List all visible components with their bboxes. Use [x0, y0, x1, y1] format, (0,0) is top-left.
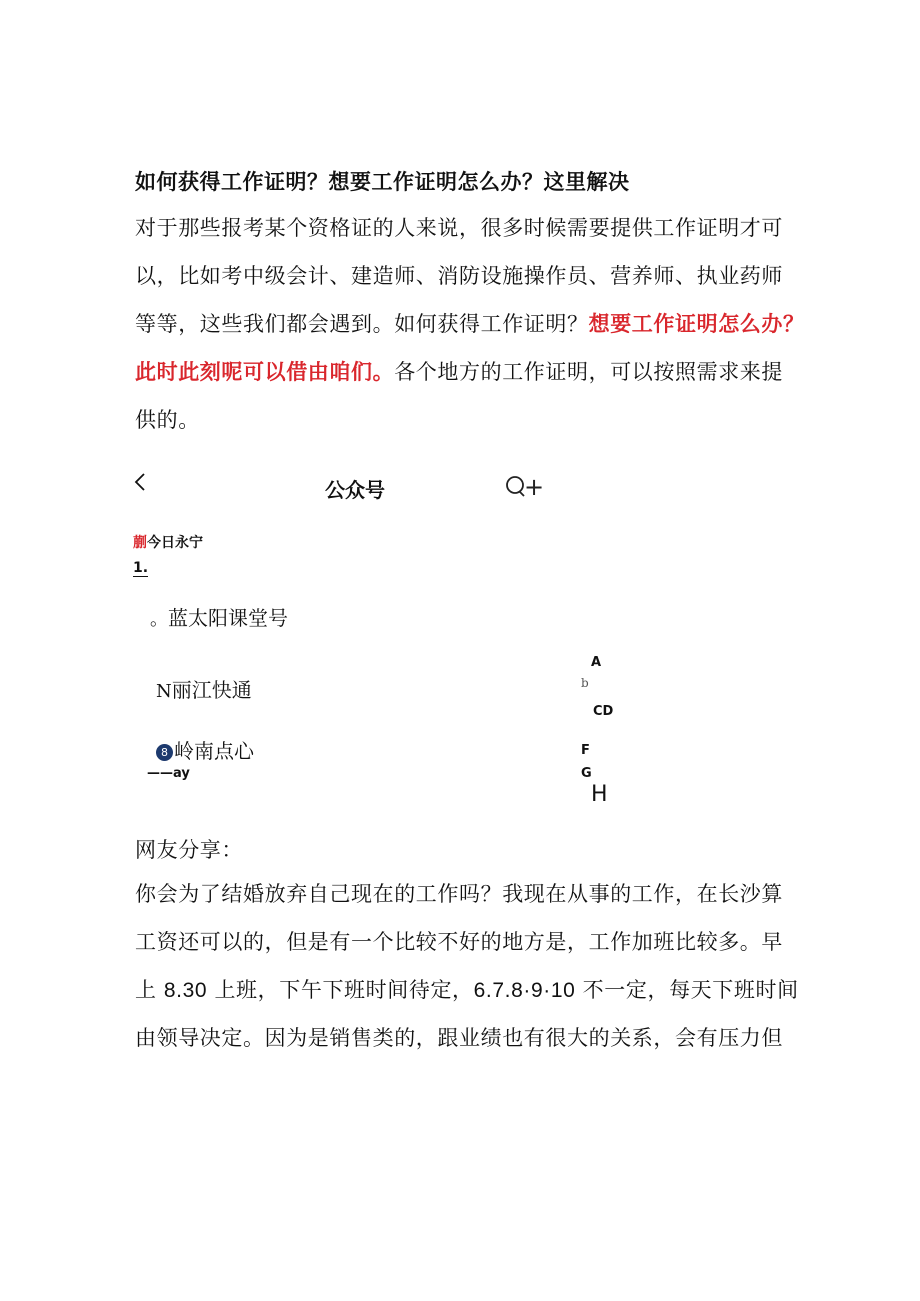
item-prefix: N [156, 681, 172, 702]
alpha-index-f[interactable]: F [581, 743, 590, 758]
comment-line-4: 由领导决定。因为是销售类的，跟业绩也有很大的关系，会有压力但 [135, 1026, 783, 1050]
comment-line-3 [135, 966, 799, 1014]
day-label: ——ay [147, 766, 190, 781]
tag-name: 今日永宁 [147, 535, 203, 551]
intro-line-3 [135, 300, 805, 348]
account-tag [133, 532, 203, 552]
comment-paragraph [135, 870, 799, 1062]
tag-prefix: 蒯 [133, 535, 147, 551]
comment-label: 网友分享： [135, 838, 243, 862]
intro-line-1: 对于那些报考某个资格证的人来说，很多时候需要提供工作证明才可 [135, 216, 783, 240]
article-title: 如何获得工作证明？想要工作证明怎么办？这里解决 [135, 170, 630, 194]
intro-line-4-text: 各个地方的工作证明，可以按照需求来提 [394, 360, 784, 384]
comment-line-1: 你会为了结婚放弃自己现在的工作吗？我现在从事的工作，在长沙算 [135, 882, 783, 906]
item-name: 岭南点心 [174, 739, 254, 763]
comment-line-2: 工资还可以的，但是有一个比较不好的地方是，工作加班比较多。早 [135, 930, 783, 954]
time-value: 8.30 [163, 979, 208, 1002]
tag-number: 1. [133, 560, 149, 576]
add-icon[interactable]: + [524, 473, 545, 501]
item-name: 丽江快通 [171, 678, 252, 702]
embedded-screenshot [0, 460, 920, 820]
alpha-index-b[interactable]: b [581, 676, 589, 690]
intro-line-4 [135, 348, 795, 396]
intro-line-2: 以，比如考中级会计、建造师、消防设施操作员、营养师、执业药师 [135, 264, 783, 288]
list-item[interactable] [150, 602, 288, 631]
alpha-index-cd[interactable]: CD [593, 704, 614, 719]
highlight-answer: 此时此刻呢可以借由咱们。 [135, 360, 395, 384]
hours-value: 6.7.8·9·10 [473, 979, 576, 1002]
number-badge-icon: 8 [156, 744, 173, 761]
comment-line-3-c: 不一定，每天下班时间 [575, 978, 799, 1002]
item-prefix: 。 [150, 609, 168, 630]
list-item[interactable] [156, 735, 254, 764]
chevron-left-icon[interactable] [133, 470, 147, 494]
intro-line-3-text: 等等，这些我们都会遇到。如何获得工作证明？ [135, 312, 589, 336]
comment-line-3-b: 上班，下午下班时间待定， [207, 978, 474, 1002]
alpha-index-a[interactable]: A [591, 655, 602, 670]
intro-paragraph [135, 204, 805, 444]
header-title: 公众号 [325, 478, 385, 502]
highlight-question: 想要工作证明怎么办？ [588, 312, 805, 336]
alpha-index-g[interactable]: G [581, 766, 592, 781]
item-name: 蓝太阳课堂号 [168, 606, 288, 630]
intro-line-5: 供的。 [135, 408, 200, 432]
comment-line-3-a: 上 [135, 978, 164, 1002]
alpha-index-h[interactable]: H [591, 782, 608, 807]
list-item[interactable] [156, 674, 252, 703]
